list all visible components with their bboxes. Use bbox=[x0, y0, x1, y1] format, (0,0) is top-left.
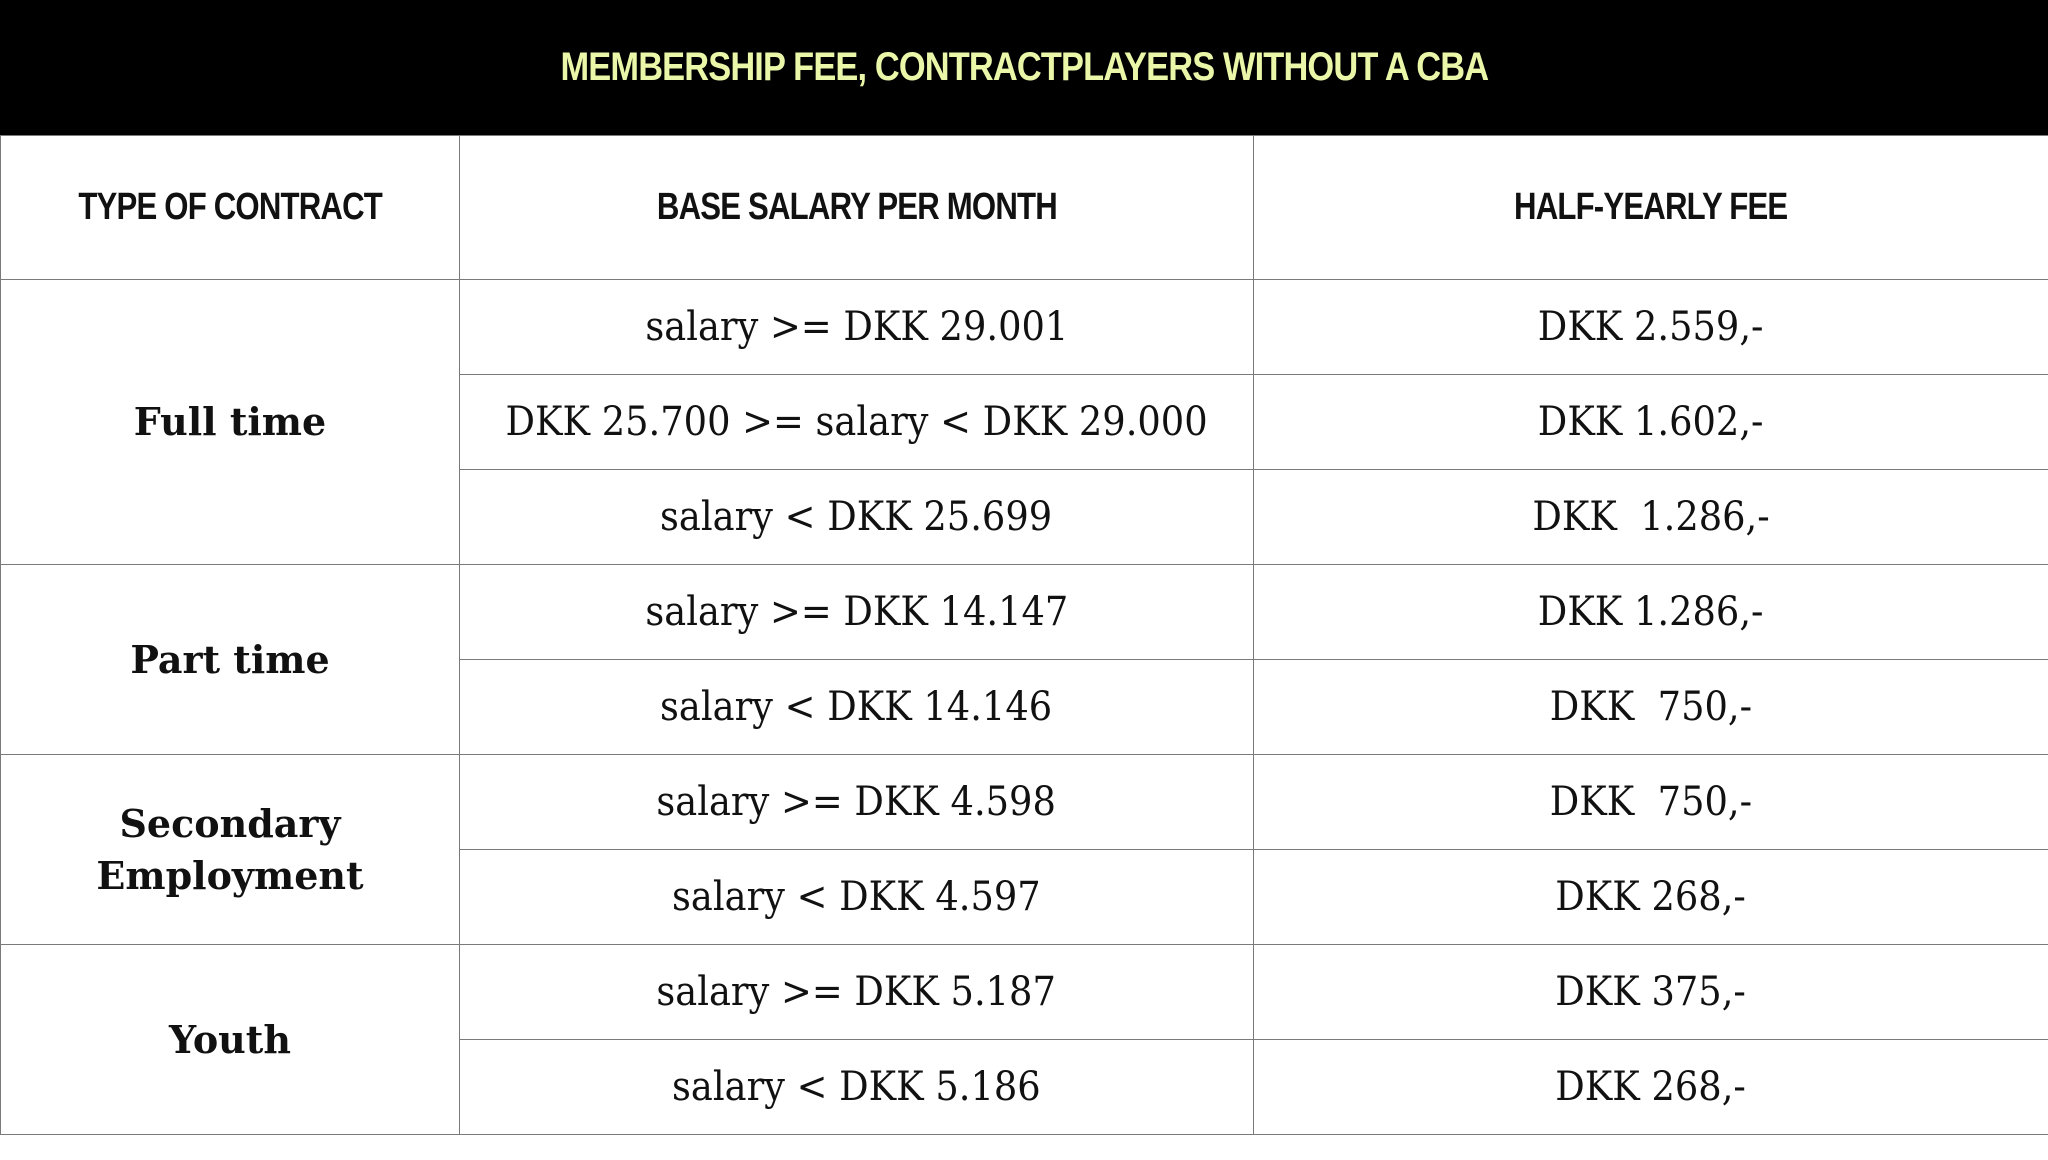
fee-cell: DKK 1.602,- bbox=[1254, 375, 2048, 470]
fee-cell: DKK 1.286,- bbox=[1254, 565, 2048, 660]
salary-cell: salary >= DKK 4.598 bbox=[460, 755, 1254, 850]
salary-cell: salary < DKK 5.186 bbox=[460, 1040, 1254, 1135]
fee-cell: DKK 750,- bbox=[1254, 755, 2048, 850]
table-row bbox=[1, 280, 2048, 375]
salary-cell: salary >= DKK 14.147 bbox=[460, 565, 1254, 660]
membership-fee-table bbox=[0, 135, 2048, 1135]
contract-type-youth: Youth bbox=[1, 945, 460, 1135]
header-type-of-contract: TYPE OF CONTRACT bbox=[1, 136, 460, 280]
header-row bbox=[1, 136, 2048, 280]
fee-cell: DKK 1.286,- bbox=[1254, 470, 2048, 565]
fee-cell: DKK 2.559,- bbox=[1254, 280, 2048, 375]
contract-type-part-time: Part time bbox=[1, 565, 460, 755]
header-half-yearly-fee: HALF-YEARLY FEE bbox=[1254, 136, 2048, 280]
salary-cell: DKK 25.700 >= salary < DKK 29.000 bbox=[460, 375, 1254, 470]
salary-cell: salary >= DKK 29.001 bbox=[460, 280, 1254, 375]
salary-cell: salary < DKK 25.699 bbox=[460, 470, 1254, 565]
fee-cell: DKK 750,- bbox=[1254, 660, 2048, 755]
title-bar bbox=[0, 0, 2048, 135]
page-title: MEMBERSHIP FEE, CONTRACTPLAYERS WITHOUT A CBA bbox=[560, 45, 1488, 89]
fee-cell: DKK 268,- bbox=[1254, 850, 2048, 945]
table-row bbox=[1, 565, 2048, 660]
contract-type-secondary-employment: Secondary Employment bbox=[1, 755, 460, 945]
salary-cell: salary < DKK 4.597 bbox=[460, 850, 1254, 945]
table-row bbox=[1, 755, 2048, 850]
salary-cell: salary < DKK 14.146 bbox=[460, 660, 1254, 755]
contract-type-full-time: Full time bbox=[1, 280, 460, 565]
fee-cell: DKK 375,- bbox=[1254, 945, 2048, 1040]
fee-cell: DKK 268,- bbox=[1254, 1040, 2048, 1135]
salary-cell: salary >= DKK 5.187 bbox=[460, 945, 1254, 1040]
table-row bbox=[1, 945, 2048, 1040]
header-base-salary: BASE SALARY PER MONTH bbox=[460, 136, 1254, 280]
